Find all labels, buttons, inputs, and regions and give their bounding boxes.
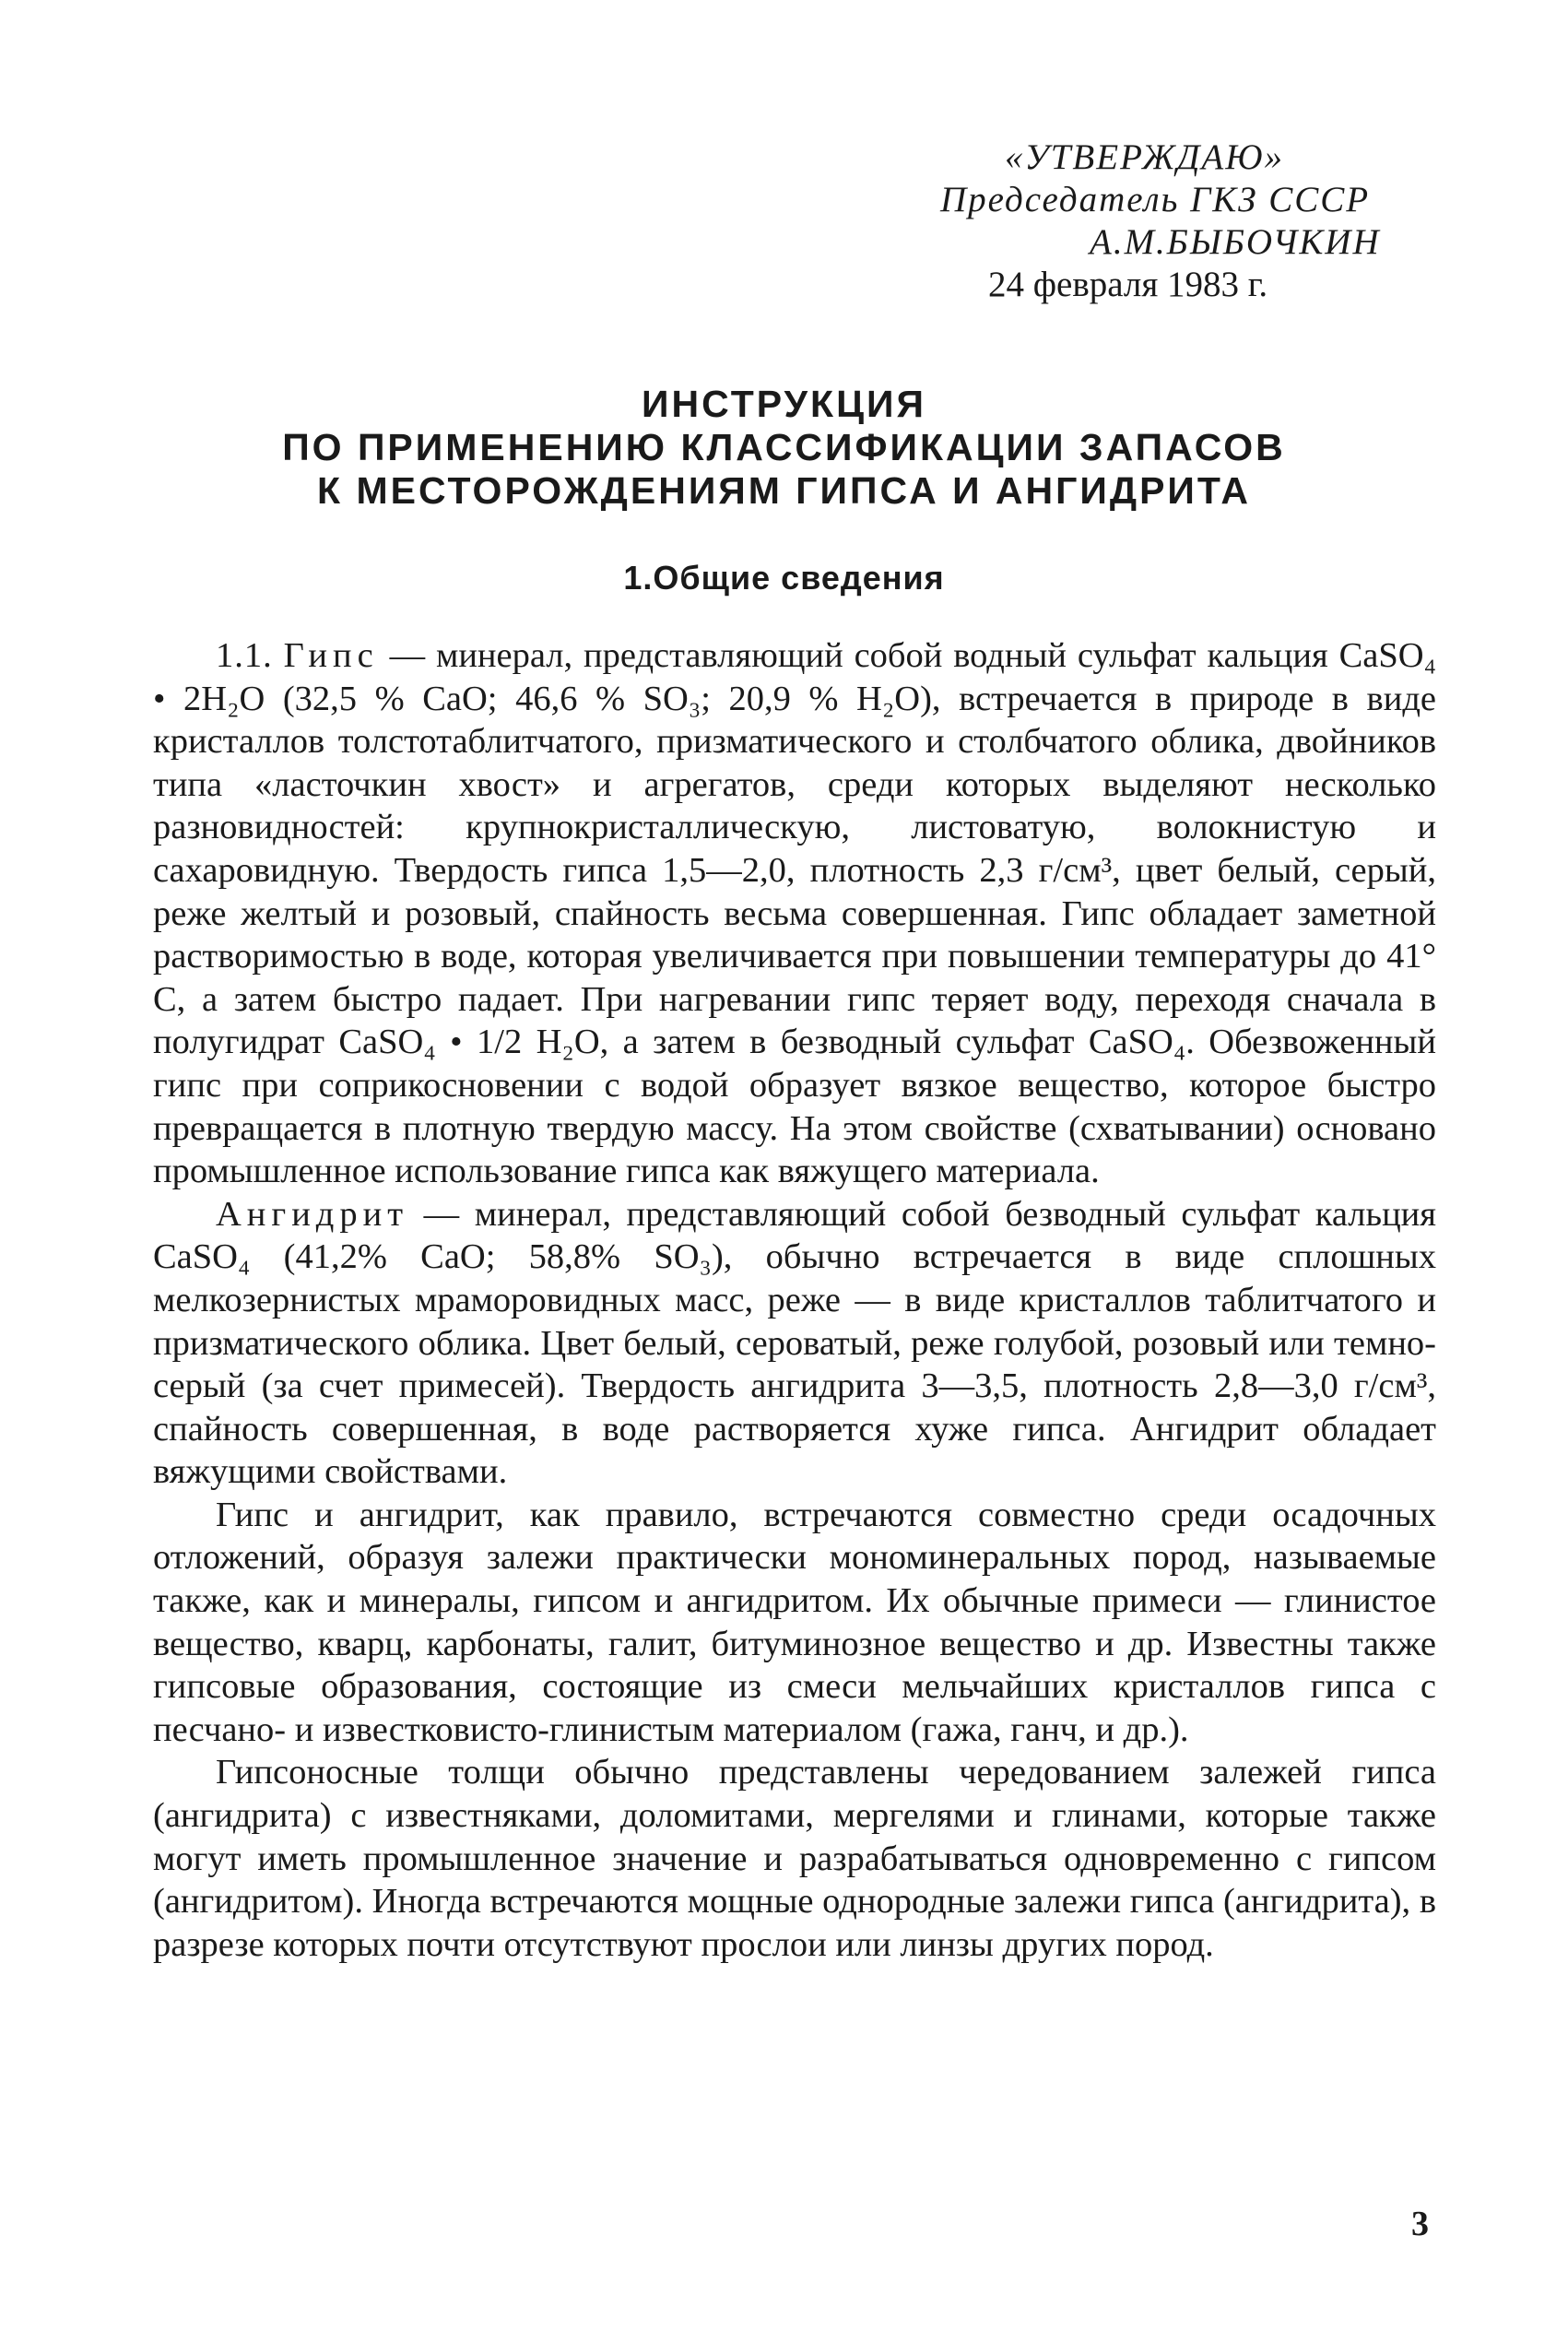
title-line-2: ПО ПРИМЕНЕНИЮ КЛАССИФИКАЦИИ ЗАПАСОВ: [282, 426, 1286, 468]
title-line-3: К МЕСТОРОЖДЕНИЯМ ГИПСА И АНГИДРИТА: [317, 469, 1251, 512]
paragraph-occurrence: Гипс и ангидрит, как правило, встречаются совместно среди осадочных отложений, образуя залежи практически мономинеральных пород, называемые также, как и минералы, гипсом и ангидритом. Их обычные примеси — глинистое вещество, кварц, карбонаты, галит, битуминозное вещество и др. Известны также гипсовые образования, состоящие из смеси мельчайших кристаллов гипса с песчано- и известковисто-глинистым материалом (гажа, ганч, и др.).: [153, 1495, 1436, 1749]
approval-position: Председатель ГКЗ СССР: [940, 180, 1371, 219]
title-line-1: ИНСТРУКЦИЯ: [642, 383, 926, 425]
approval-signatory: А.М.БЫБОЧКИН: [1090, 222, 1381, 262]
document-title: [138, 383, 1430, 513]
term-gypsum: Гипс: [283, 636, 379, 675]
page-number: 3: [1411, 2205, 1429, 2243]
term-anhydrite: Ангидрит: [216, 1194, 409, 1234]
approval-date: 24 февраля 1983 г.: [988, 265, 1268, 304]
body-text: [153, 634, 1436, 1966]
clause-number: 1.1.: [216, 636, 273, 675]
paragraph-anhydrite-text: — минерал, представляющий собой безводный сульфат кальция CaSO₄ (41,2% CaO; 58,8% SO₃), обычно встречается в виде сплошных мелкозернистых мраморовидных масс, реже — в виде кристаллов таблитчатого и призматического облика. Цвет белый, сероватый, реже голубой, розовый или темно-серый (за счет примесей). Твердость ангидрита 3—3,5, плотность 2,8—3,0 г/см³, спайность совершенная, в воде растворяется хуже гипса. Ангидрит обладает вяжущими свойствами.: [153, 1194, 1436, 1492]
paragraph-anhydrite: [153, 1193, 1436, 1494]
paragraph-gypsum-text: — минерал, представляющий собой водный сульфат кальция CaSO₄ • 2H₂O (32,5 % CaO; 46,6 % SO₃; 20,9 % H₂O), встречается в природе в виде кристаллов толстотаблитчатого, призматического и столбчатого облика, двойников типа «ласточкин хвост» и агрегатов, среди которых выделяют несколько разновидностей: крупнокристаллическую, листоватую, волокнистую и сахаровидную. Твердость гипса 1,5—2,0, плотность 2,3 г/см³, цвет белый, серый, реже желтый и розовый, спайность весьма совершенная. Гипс обладает заметной растворимостью в воде, которая увеличивается при повышении температуры до 41° С, а затем быстро падает. При нагревании гипс теряет воду, переходя сначала в полугидрат CaSO₄ • 1/2 H₂O, а затем в безводный сульфат CaSO₄. Обезвоженный гипс при соприкосновении с водой образует вязкое вещество, которое быстро превращается в плотную твердую массу. На этом свойстве (схватывании) основано промышленное использование гипса как вяжущего материала.: [153, 636, 1436, 1191]
paragraph-gypsum: [153, 634, 1436, 1193]
approval-block: [940, 136, 1456, 306]
approval-stamp: «УТВЕРЖДАЮ»: [1005, 137, 1284, 177]
section-heading: 1.Общие сведения: [623, 559, 945, 597]
paragraph-gypsiferous-strata: Гипсоносные толщи обычно представлены чередованием залежей гипса (ангидрита) с известняками, доломитами, мергелями и глинами, которые также могут иметь промышленное значение и разрабатываться одновременно с гипсом (ангидритом). Иногда встречаются мощные однородные залежи гипса (ангидрита), в разрезе которых почти отсутствуют прослои или линзы других пород.: [153, 1753, 1436, 1964]
